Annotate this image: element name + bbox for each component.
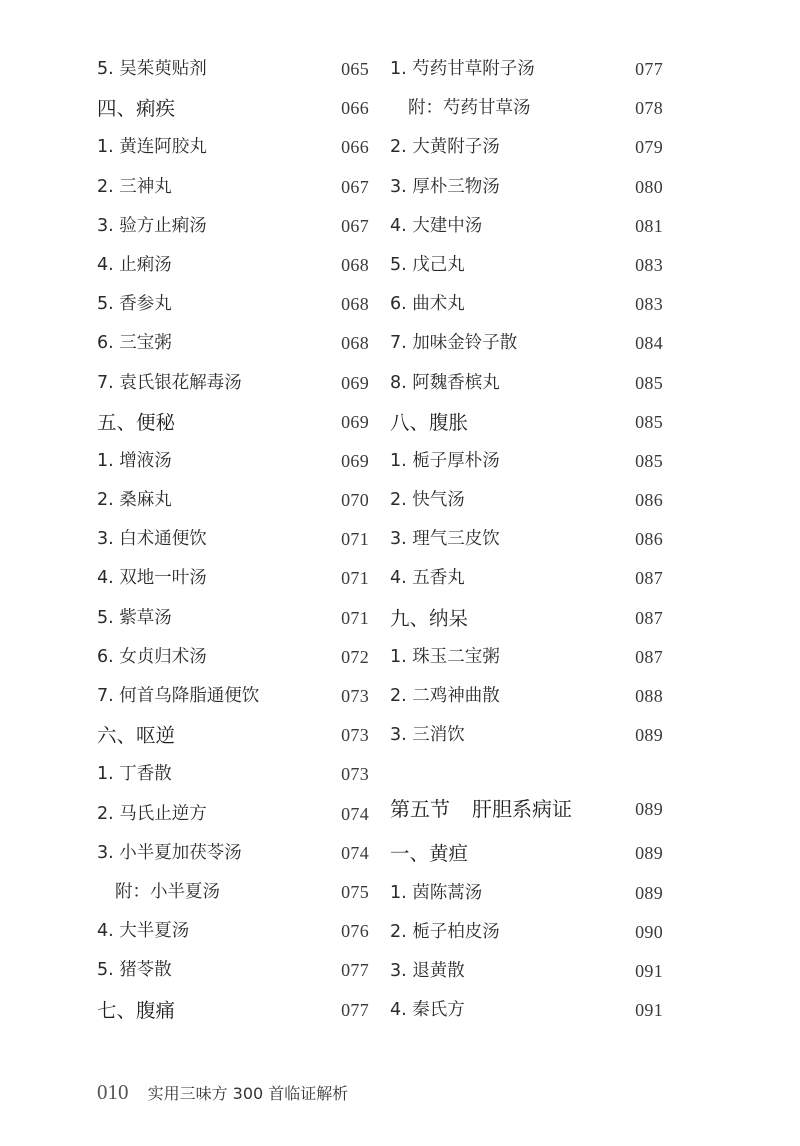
toc-page-number: 072 — [341, 646, 369, 667]
toc-page-number: 069 — [341, 450, 369, 471]
toc-entry — [97, 128, 369, 167]
toc-entry — [390, 168, 663, 207]
toc-entry — [97, 599, 369, 638]
toc-entry — [390, 442, 663, 481]
toc-page-number: 087 — [635, 568, 663, 589]
page-footer — [97, 1075, 348, 1109]
toc-entry — [390, 207, 663, 246]
toc-section-number: 第五节 — [390, 797, 450, 822]
toc-entry-title: 5. 紫草汤 — [97, 607, 172, 628]
toc-entry-title: 2. 马氏止逆方 — [97, 803, 207, 824]
toc-entry — [97, 442, 369, 481]
toc-entry — [97, 50, 369, 89]
toc-chapter-heading — [97, 991, 369, 1030]
toc-page-number: 086 — [635, 529, 663, 550]
toc-entry-title: 7. 加味金铃子散 — [390, 333, 518, 354]
footer-book-title: 实用三味方 300 首临证解析 — [147, 1084, 349, 1103]
toc-chapter-heading — [390, 834, 663, 873]
toc-left-column — [97, 50, 369, 1030]
toc-entry — [97, 677, 369, 716]
toc-entry-title: 2. 快气汤 — [390, 490, 465, 511]
toc-entry — [97, 795, 369, 834]
toc-entry-title: 1. 增液汤 — [97, 450, 172, 471]
toc-entry-title: 3. 厚朴三物汤 — [390, 176, 500, 197]
toc-entry-title: 1. 黄连阿胶丸 — [97, 137, 207, 158]
toc-entry-title: 3. 小半夏加茯苓汤 — [97, 842, 242, 863]
toc-entry — [97, 755, 369, 794]
toc-entry — [390, 874, 663, 913]
toc-page-number: 073 — [341, 725, 369, 746]
toc-entry-title: 一、黄疸 — [390, 842, 469, 866]
toc-page-number: 071 — [341, 568, 369, 589]
toc-entry-title: 4. 双地一叶汤 — [97, 568, 207, 589]
toc-page-number: 075 — [341, 881, 369, 902]
toc-entry-title: 5. 猪苓散 — [97, 960, 172, 981]
toc-entry — [97, 324, 369, 363]
toc-entry — [390, 716, 663, 755]
toc-chapter-heading — [390, 599, 663, 638]
toc-entry-title: 2. 大黄附子汤 — [390, 137, 500, 158]
toc-entry — [97, 638, 369, 677]
toc-page-number: 067 — [341, 215, 369, 236]
toc-entry-title: 7. 何首乌降脂通便饮 — [97, 686, 260, 706]
toc-page-number: 089 — [635, 843, 663, 864]
toc-page-number: 091 — [635, 960, 663, 981]
toc-entry-title: 四、痢疾 — [97, 97, 176, 121]
toc-page-number: 083 — [635, 254, 663, 275]
toc-entry — [97, 559, 369, 598]
toc-page-number: 088 — [635, 686, 663, 706]
toc-entry-title: 3. 白术通便饮 — [97, 529, 207, 550]
toc-page-number: 074 — [341, 842, 369, 863]
toc-page-number: 076 — [341, 921, 369, 942]
toc-page-number: 085 — [635, 450, 663, 471]
toc-entry-title: 6. 女贞归术汤 — [97, 646, 207, 667]
toc-entry — [390, 520, 663, 559]
toc-entry-title: 3. 退黄散 — [390, 960, 465, 981]
toc-page-number: 068 — [341, 333, 369, 354]
toc-page-number: 079 — [635, 137, 663, 158]
toc-entry — [97, 207, 369, 246]
toc-entry-title: 六、呕逆 — [97, 724, 176, 748]
toc-page-number: 066 — [341, 98, 369, 119]
toc-page-number: 067 — [341, 176, 369, 197]
toc-entry-title: 8. 阿魏香槟丸 — [390, 372, 500, 393]
toc-entry-title: 1. 珠玉二宝粥 — [390, 646, 500, 667]
toc-appendix-entry — [390, 89, 663, 128]
toc-entry — [390, 559, 663, 598]
toc-page-number: 089 — [635, 799, 663, 820]
toc-entry — [97, 912, 369, 951]
toc-right-column — [390, 50, 663, 1030]
toc-entry — [390, 952, 663, 991]
toc-entry — [390, 285, 663, 324]
toc-entry — [97, 834, 369, 873]
toc-page-number: 087 — [635, 646, 663, 667]
toc-page-number: 078 — [635, 98, 663, 119]
toc-entry-title: 5. 香参丸 — [97, 294, 172, 315]
toc-page-number: 068 — [341, 294, 369, 315]
toc-entry — [390, 913, 663, 952]
toc-entry — [390, 324, 663, 363]
toc-entry — [390, 638, 663, 677]
toc-page-number: 081 — [635, 215, 663, 236]
footer-page-number: 010 — [97, 1080, 129, 1104]
toc-entry-title: 4. 大半夏汤 — [97, 921, 190, 942]
toc-page-number: 089 — [635, 725, 663, 746]
toc-page-number: 077 — [635, 59, 663, 79]
toc-page-number: 071 — [341, 607, 369, 628]
toc-section-heading — [390, 784, 663, 834]
toc-entry-title: 2. 栀子柏皮汤 — [390, 921, 500, 942]
toc-entry-title: 6. 曲术丸 — [390, 294, 465, 315]
toc-entry-title: 2. 桑麻丸 — [97, 490, 172, 511]
toc-entry-title: 5. 吴茱萸贴剂 — [97, 59, 207, 79]
toc-entry — [97, 520, 369, 559]
toc-page-number: 073 — [341, 764, 369, 785]
toc-page-number: 069 — [341, 372, 369, 393]
toc-entry — [390, 50, 663, 89]
toc-spacer — [390, 755, 663, 784]
toc-entry-title: 4. 大建中汤 — [390, 215, 483, 236]
toc-entry-title: 附：小半夏汤 — [115, 881, 220, 902]
toc-entry-title: 1. 芍药甘草附子汤 — [390, 59, 535, 79]
toc-appendix-entry — [97, 873, 369, 912]
toc-entry — [97, 168, 369, 207]
toc-entry-title: 五、便秘 — [97, 410, 176, 434]
toc-chapter-heading — [97, 716, 369, 755]
toc-chapter-heading — [390, 403, 663, 442]
toc-page-number: 087 — [635, 607, 663, 628]
toc-entry-title: 5. 戊己丸 — [390, 254, 465, 275]
toc-page-number: 065 — [341, 59, 369, 79]
toc-chapter-heading — [97, 403, 369, 442]
toc-entry — [97, 481, 369, 520]
toc-entry-title: 八、腹胀 — [390, 410, 469, 434]
toc-page-number: 074 — [341, 803, 369, 824]
toc-page-number: 085 — [635, 372, 663, 393]
toc-entry-title: 七、腹痛 — [97, 998, 176, 1022]
toc-entry-title: 1. 栀子厚朴汤 — [390, 450, 500, 471]
toc-page-number: 080 — [635, 176, 663, 197]
toc-page-number: 077 — [341, 960, 369, 981]
toc-entry-title: 4. 秦氏方 — [390, 1000, 465, 1021]
toc-entry — [390, 991, 663, 1030]
toc-page-number: 091 — [635, 1000, 663, 1021]
toc-page-number: 071 — [341, 529, 369, 550]
toc-entry-title: 6. 三宝粥 — [97, 333, 172, 354]
toc-page-number: 073 — [341, 686, 369, 706]
toc-entry — [390, 481, 663, 520]
toc-page-number: 084 — [635, 333, 663, 354]
toc-page-number: 070 — [341, 490, 369, 511]
toc-entry-title: 3. 理气三皮饮 — [390, 529, 500, 550]
toc-page-number: 086 — [635, 490, 663, 511]
toc-chapter-heading — [97, 89, 369, 128]
toc-page-number: 090 — [635, 921, 663, 942]
toc-entry — [97, 246, 369, 285]
toc-entry-title: 4. 五香丸 — [390, 568, 465, 589]
toc-entry-title: 2. 二鸡神曲散 — [390, 686, 500, 706]
toc-page-number: 069 — [341, 411, 369, 432]
toc-page-number: 068 — [341, 254, 369, 275]
toc-page-number: 083 — [635, 294, 663, 315]
toc-entry-title: 附：芍药甘草汤 — [408, 98, 531, 119]
toc-entry-title: 3. 三消饮 — [390, 725, 465, 746]
toc-entry-title: 2. 三神丸 — [97, 176, 172, 197]
toc-page-number: 085 — [635, 411, 663, 432]
toc-entry — [390, 364, 663, 403]
toc-entry — [97, 364, 369, 403]
toc-page-number: 089 — [635, 882, 663, 903]
toc-entry-title — [390, 784, 572, 834]
toc-entry — [97, 951, 369, 990]
toc-entry-title: 4. 止痢汤 — [97, 254, 172, 275]
toc-entry-title: 7. 袁氏银花解毒汤 — [97, 372, 242, 393]
toc-entry — [390, 677, 663, 716]
toc-entry-title: 1. 丁香散 — [97, 764, 172, 785]
toc-entry-title: 3. 验方止痢汤 — [97, 215, 207, 236]
toc-entry — [97, 285, 369, 324]
toc-entry-title: 1. 茵陈蒿汤 — [390, 882, 483, 903]
toc-section-name: 肝胆系病证 — [472, 797, 572, 822]
toc-entry-title: 九、纳呆 — [390, 606, 469, 630]
toc-page-number: 077 — [341, 999, 369, 1020]
toc-page-number: 066 — [341, 137, 369, 158]
toc-entry — [390, 128, 663, 167]
toc-entry — [390, 246, 663, 285]
